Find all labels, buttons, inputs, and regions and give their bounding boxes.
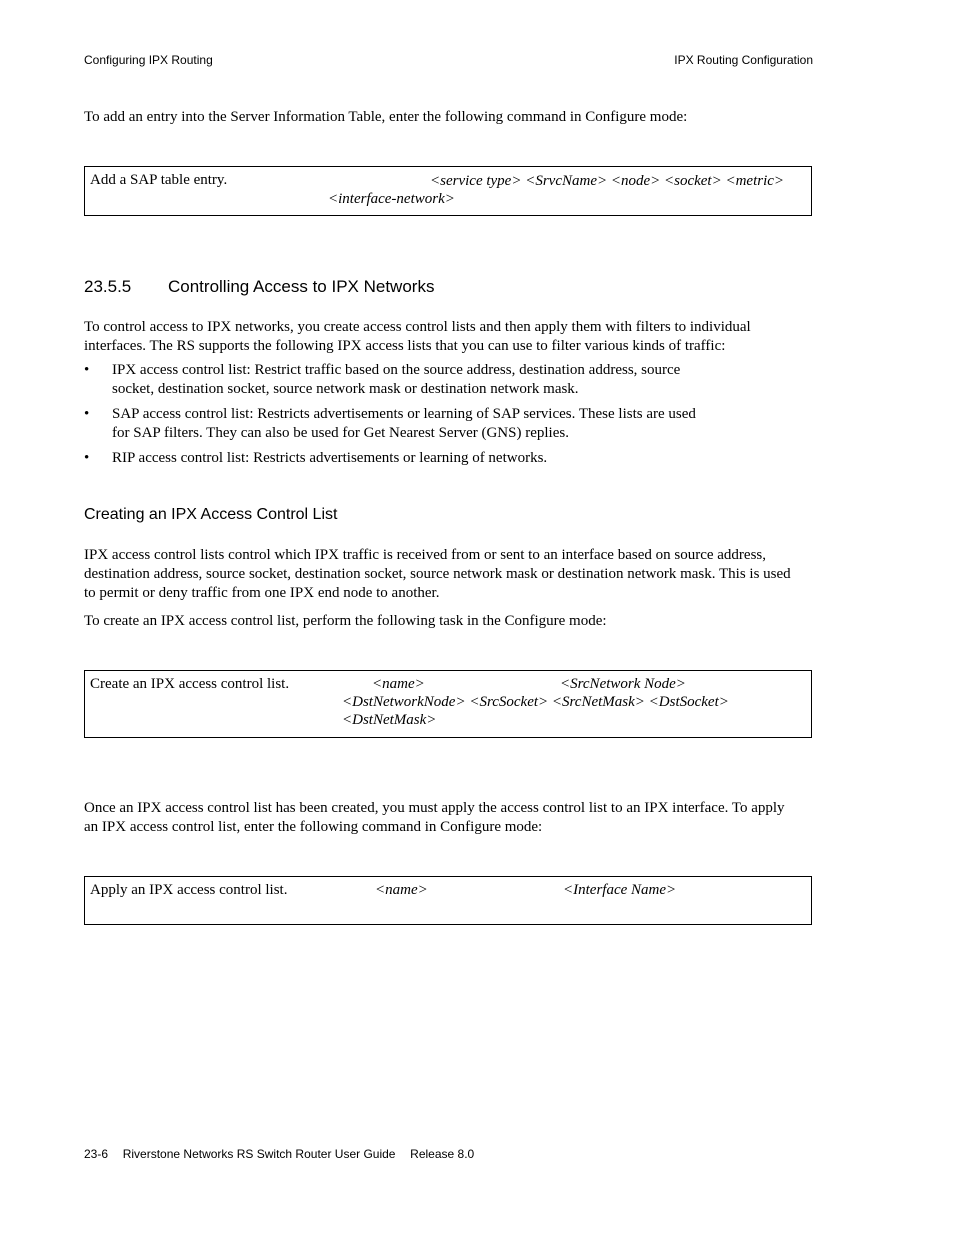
bullet-icon: • bbox=[84, 450, 90, 466]
paragraph-line: destination address, source socket, destination socket, source network mask or destination network mask. This is used bbox=[84, 566, 791, 582]
running-header-right: IPX Routing Configuration bbox=[674, 53, 813, 67]
acl-task-intro: To create an IPX access control list, perform the following task in the Configure mode: bbox=[84, 613, 607, 629]
bullet-text-line: for SAP filters. They can also be used for Get Nearest Server (GNS) replies. bbox=[112, 425, 569, 441]
apply-arg-name: <name> bbox=[375, 882, 428, 898]
paragraph-line: to permit or deny traffic from one IPX end node to another. bbox=[84, 585, 440, 601]
acl-args-line2: <DstNetworkNode> <SrcSocket> <SrcNetMask> <DstSocket> bbox=[342, 694, 729, 710]
section-title: Controlling Access to IPX Networks bbox=[168, 277, 435, 296]
section-number: 23.5.5 bbox=[84, 277, 132, 296]
bullet-text-line: socket, destination socket, source network mask or destination network mask. bbox=[112, 381, 579, 397]
footer-book-title: Riverstone Networks RS Switch Router User Guide bbox=[122, 1147, 396, 1161]
acl-command-table bbox=[84, 670, 812, 738]
paragraph-line: Once an IPX access control list has been created, you must apply the access control list to an IPX interface. To apply bbox=[84, 800, 785, 816]
paragraph-line: interfaces. The RS supports the following IPX access lists that you can use to filter various kinds of traffic: bbox=[84, 338, 726, 354]
paragraph-line: an IPX access control list, enter the following command in Configure mode: bbox=[84, 819, 543, 835]
acl-command-description: Create an IPX access control list. bbox=[90, 676, 290, 692]
sap-command-args: <service type> <SrvcName> <node> <socket> <metric> bbox=[430, 173, 785, 189]
acl-arg-src-network: <SrcNetwork Node> bbox=[560, 676, 686, 692]
sap-intro-paragraph: To add an entry into the Server Information Table, enter the following command in Configure mode: bbox=[84, 109, 688, 125]
bullet-text-line: RIP access control list: Restricts advertisements or learning of networks. bbox=[112, 450, 548, 466]
apply-command-description: Apply an IPX access control list. bbox=[90, 882, 288, 898]
acl-args-line3: <DstNetMask> bbox=[342, 712, 437, 728]
bullet-icon: • bbox=[84, 406, 90, 422]
running-header-left: Configuring IPX Routing bbox=[84, 53, 213, 67]
footer-page-number: 23-6 bbox=[84, 1147, 109, 1161]
list-item bbox=[84, 361, 784, 405]
acl-paragraph bbox=[84, 546, 791, 603]
bullet-text-line: SAP access control list: Restricts advertisements or learning of SAP services. These lists are used bbox=[112, 406, 696, 422]
list-item bbox=[84, 405, 784, 449]
subsection-title: Creating an IPX Access Control List bbox=[84, 506, 338, 523]
paragraph-line: To control access to IPX networks, you create access control lists and then apply them with filters to individual bbox=[84, 319, 751, 335]
access-intro-paragraph bbox=[84, 318, 751, 356]
sap-command-args-cont: <interface-network> bbox=[328, 191, 455, 207]
apply-arg-interface: <Interface Name> bbox=[563, 882, 677, 898]
footer-release: Release 8.0 bbox=[410, 1147, 475, 1161]
apply-command-table bbox=[84, 876, 812, 925]
paragraph-line: IPX access control lists control which IPX traffic is received from or sent to an interface based on source address, bbox=[84, 547, 767, 563]
sap-command-description: Add a SAP table entry. bbox=[90, 172, 228, 188]
bullet-icon: • bbox=[84, 362, 90, 378]
access-list-bullets bbox=[84, 361, 784, 473]
apply-paragraph bbox=[84, 799, 785, 837]
bullet-text-line: IPX access control list: Restrict traffic based on the source address, destination address, source bbox=[112, 362, 681, 378]
list-item bbox=[84, 449, 784, 473]
page-footer bbox=[84, 1147, 474, 1161]
acl-arg-name: <name> bbox=[372, 676, 425, 692]
sap-command-table bbox=[84, 166, 812, 216]
